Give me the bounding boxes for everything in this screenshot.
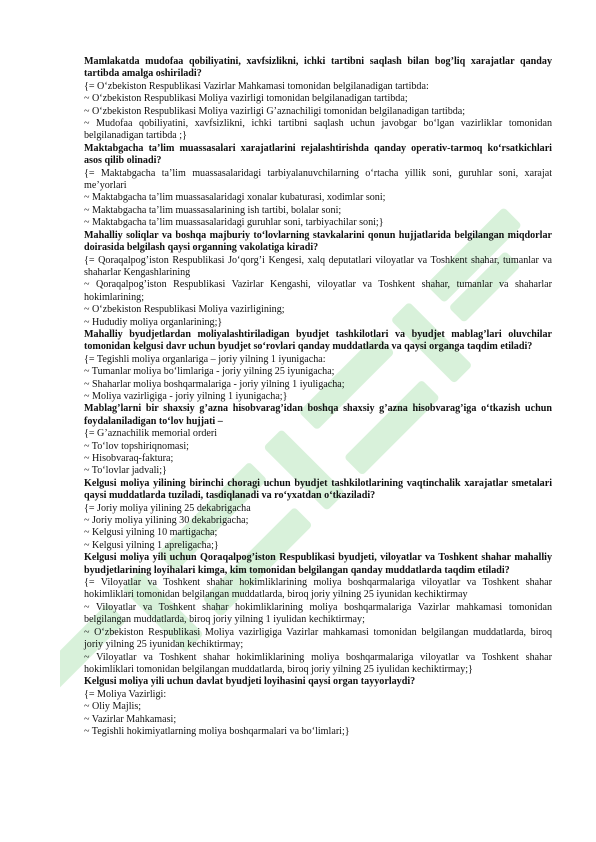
question-text: Maktabgacha ta’lim muassasalari xarajatlarini rejalashtirishda qanday operativ-tarmoq ko‘rsatkichlari asos qilib olinadi? <box>84 142 552 167</box>
question-block <box>84 143 552 230</box>
correct-answer: {= O‘zbekiston Respublikasi Vazirlar Mahkamasi tomonidan belgilanadigan tartibda: <box>84 80 429 92</box>
answer-option: ~ O‘zbekiston Respublikasi Moliya vazirligiga Vazirlar mahkamasi tomonidan belgilangan muddatlarda, biroq joriy yilning 25 iyunidan kechiktirmay; <box>84 626 552 651</box>
answer-option: ~ Moliya vazirligiga - joriy yilning 1 iyunigacha;} <box>84 390 288 402</box>
question-text: Mahalliy byudjetlardan moliyalashtiriladigan byudjet tashkilotlari va byudjet mablag’lari oluvchilar tomonidan kelgusi davr uchun byudjet so‘rovlari qanday muddatlarda va qaysi organga taqdim etiladi? <box>84 328 552 353</box>
answer-option: ~ Vazirlar Mahkamasi; <box>84 713 177 725</box>
answer-option: ~ Hisobvaraq-faktura; <box>84 453 174 464</box>
answer-option: ~ Oliy Majlis; <box>84 701 142 713</box>
answer-option: ~ Joriy moliya yilining 30 dekabrigacha; <box>84 515 249 527</box>
answer-option: ~ Maktabgacha ta’lim muassasalaridagi guruhlar soni, tarbiyachilar soni;} <box>84 217 384 229</box>
test-questions <box>84 56 552 738</box>
answer-option: ~ Kelgusi yilning 1 apreligacha;} <box>84 539 219 551</box>
answer-option: ~ Viloyatlar va Toshkent shahar hokimliklarining moliya boshqarmalariga Vazirlar mahkamasi tomonidan belgilangan muddatlarda, biroq joriy yilning 1 iyulidan kechiktirmay; <box>84 601 552 626</box>
question-block <box>84 230 552 329</box>
answer-option: ~ Maktabgacha ta’lim muassasalaridagi xonalar kubaturasi, xodimlar soni; <box>84 192 386 204</box>
question-block <box>84 552 552 676</box>
question-block <box>84 676 552 738</box>
correct-answer: {= Tegishli moliya organlariga – joriy yilning 1 iyunigacha: <box>84 353 326 365</box>
correct-answer: {= Maktabgacha ta’lim muassasalaridagi tarbiyalanuvchilarning o‘rtacha yillik soni, guruhlar soni, xarajat me’yorlari <box>84 167 552 192</box>
answer-option: ~ Kelgusi yilning 10 martigacha; <box>84 527 218 539</box>
correct-answer: {= Joriy moliya yilining 25 dekabrigacha <box>84 502 251 514</box>
answer-option: ~ O‘zbekiston Respublikasi Moliya vazirligining; <box>84 304 285 316</box>
question-text: Mablag’larni bir shaxsiy g’azna hisobvarag’idan boshqa shaxsiy g’azna hisobvarag’iga o‘tkazish uchun foydalaniladigan to‘lov hujjati – <box>84 403 552 427</box>
question-block <box>84 329 552 403</box>
answer-option: ~ Tegishli hokimiyatlarning moliya boshqarmalari va bo‘limlari;} <box>84 725 350 737</box>
question-text: Kelgusi moliya yili uchun Qoraqalpog’iston Respublikasi byudjeti, viloyatlar va Toshkent shahar mahalliy byudjetlarining loyihalari kimga, kim tomonidan belgilangan qanday muddatlarda taqdim etiladi? <box>84 552 552 576</box>
correct-answer: {= Viloyatlar va Toshkent shahar hokimliklarining moliya boshqarmalariga viloyatlar va Toshkent shahar hokimliklari tomonidan belgilangan muddatlarda, biroq joriy yilning 25 iyunidan kechiktirmay <box>84 577 552 601</box>
answer-option: ~ To‘lov topshiriqnomasi; <box>84 440 189 452</box>
question-text: Mamlakatda mudofaa qobiliyatini, xavfsizlikni, ichki tartibni saqlash bilan bog’liq xarajatlar qanday tartibda amalga oshiriladi? <box>84 56 552 80</box>
question-text: Mahalliy soliqlar va boshqa majburiy to‘lovlarning stavkalarini qonun hujjatlarida belgilangan miqdorlar doirasida belgilash qaysi organning vakolatiga kiradi? <box>84 229 552 254</box>
question-text: Kelgusi moliya yilining birinchi choragi uchun byudjet tashkilotlarining vaqtinchalik xarajatlar smetalari qaysi muddatlarda tuziladi, tasdiqlanadi va ro‘yxatdan o‘tkaziladi? <box>84 477 552 502</box>
answer-option: ~ O‘zbekiston Respublikasi Moliya vazirligi G’aznachiligi tomonidan belgilanadigan tartibda; <box>84 105 466 117</box>
answer-option: ~ To‘lovlar jadvali;} <box>84 465 167 477</box>
correct-answer: {= G’aznachilik memorial orderi <box>84 428 218 440</box>
question-block <box>84 478 552 552</box>
answer-option: ~ Hududiy moliya organlarining;} <box>84 316 223 328</box>
correct-answer: {= Moliya Vazirligi: <box>84 688 167 700</box>
answer-option: ~ Shaharlar moliya boshqarmalariga - joriy yilning 1 iyuligacha; <box>84 378 345 390</box>
correct-answer: {= Qoraqalpog’iston Respublikasi Jo‘qorg’i Kengesi, xalq deputatlari viloyatlar va Toshkent shahar, tumanlar va shaharlar Kengashlarining <box>84 254 552 278</box>
answer-option: ~ Mudofaa qobiliyatini, xavfsizlikni, ichki tartibni saqlash uchun javobgar bo‘lgan vazirliklar tomonidan belgilanadigan tartibda ;} <box>84 118 552 142</box>
answer-option: ~ O‘zbekiston Respublikasi Moliya vazirligi tomonidan belgilanadigan tartibda; <box>84 93 408 105</box>
question-block <box>84 403 552 477</box>
answer-option: ~ Tumanlar moliya bo‘limlariga - joriy yilning 25 iyunigacha; <box>84 366 335 378</box>
question-block <box>84 56 552 143</box>
answer-option: ~ Qoraqalpog’iston Respublikasi Vazirlar Kengashi, viloyatlar va Toshkent shahar, tumanlar va shaharlar hokimlarining; <box>84 279 552 303</box>
question-text: Kelgusi moliya yili uchun davlat byudjeti loyihasini qaysi organ tayyorlaydi? <box>84 676 416 688</box>
answer-option: ~ Maktabgacha ta’lim muassasalarining ish tartibi, bolalar soni; <box>84 204 342 216</box>
answer-option: ~ Viloyatlar va Toshkent shahar hokimliklarining moliya boshqarmalariga viloyatlar va Toshkent shahar hokimliklari tomonidan belgilangan muddatlarda, biroq joriy yilning 25 iyulidan kechiktirmay;} <box>84 651 552 675</box>
